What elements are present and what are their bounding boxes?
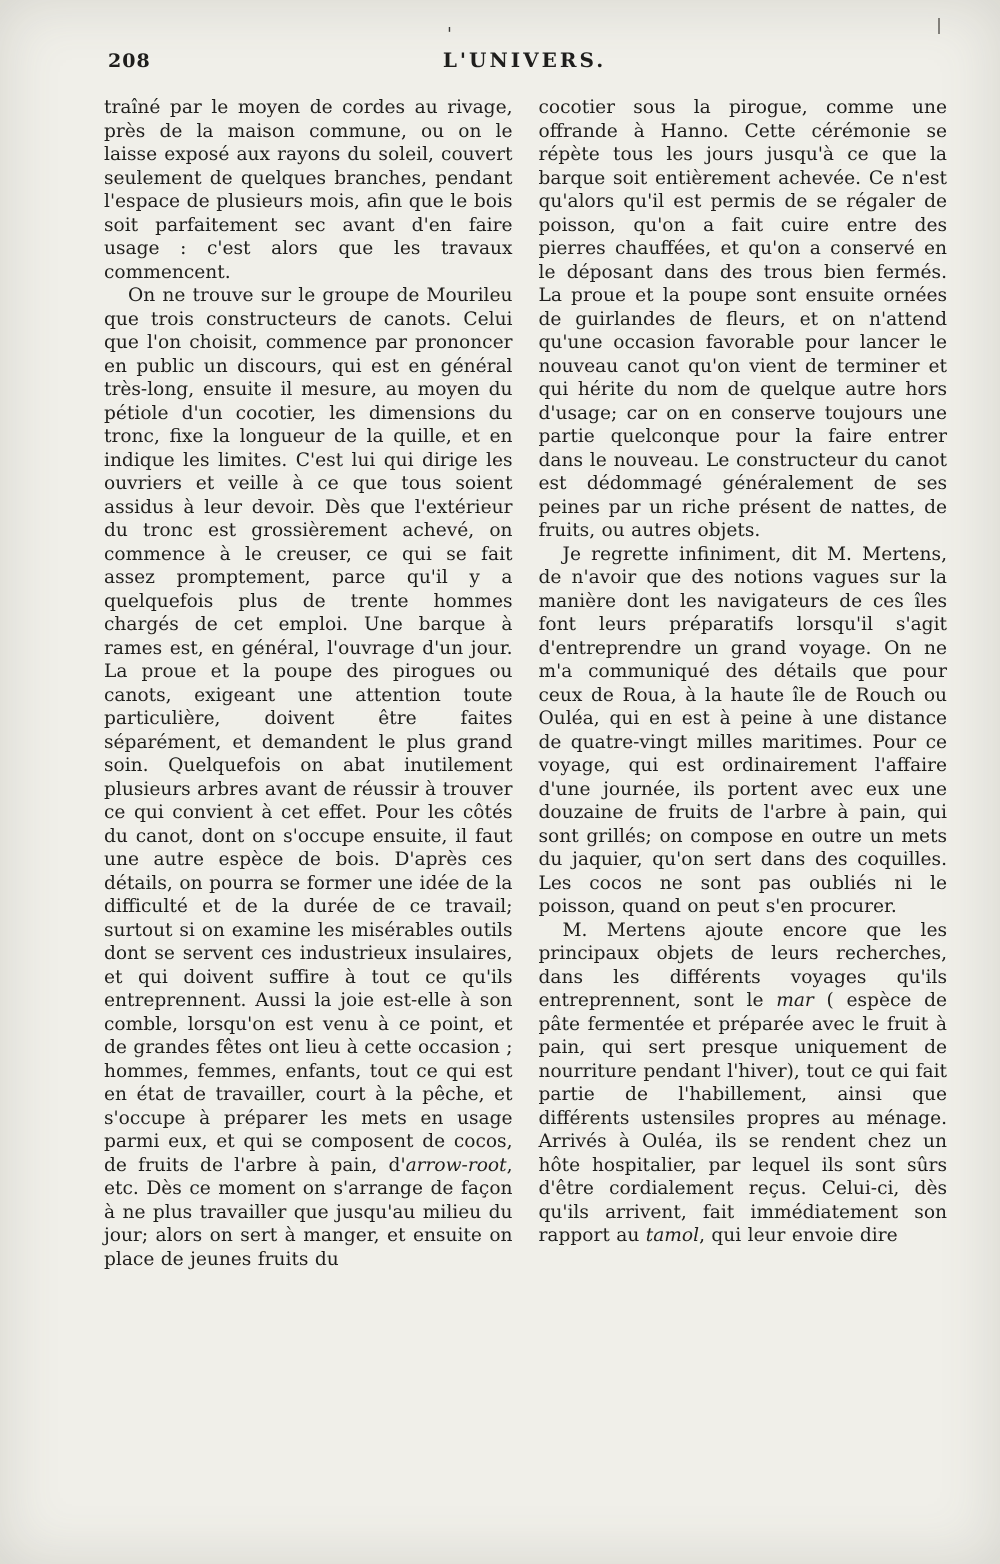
scan-artifact-edge	[938, 18, 940, 34]
text-segment: On ne trouve sur le groupe de Mourileu que trois constructeurs de canots. Celui que l'on choisit, commence par prononcer en public un discours, qui est en général très-long, ensuite il mesure, au moyen du pétiole d'un cocotier, les dimensions du tronc, fixe la longueur de la quille, et en indique les limites. C'est lui qui dirige les ouvriers et veille à ce que tous soient assidus à leur devoir. Dès que l'extérieur du tronc est grossièrement achevé, on commence à le creuser, ce qui se fait assez promptement, parce qu'il y a quelquefois plus de trente hommes chargés de cet emploi. Une barque à rames est, en général, l'ouvrage d'un jour. La proue et la poupe des pirogues ou canots, exigeant une attention toute particulière, doivent être faites séparément, et demandent le plus grand soin. Quelquefois on abat inutilement plusieurs arbres avant de réussir à trouver ce qui convient à cet effet. Pour les côtés du canot, dont on s'occupe ensuite, il faut une autre espèce de bois. D'après ces détails, on pourra se former une idée de la difficulté et de la durée de ce travail; surtout si on examine les misérables outils dont se servent ces industrieux insulaires, et qui doivent suffire à tout ce qu'ils entreprennent. Aussi la joie est-elle à son comble, lorsqu'on est venu à ce point, et de grandes fêtes ont lieu à cette occasion ; hommes, femmes, enfants, tout ce qui est en état de travailler, court à la pêche, et s'occupe à préparer les mets en usage parmi eux, et qui se composent de cocos, de fruits de l'arbre à pain, d'	[104, 285, 513, 1176]
text-segment: , qui leur envoie dire	[699, 1225, 898, 1246]
paragraph: Je regrette infiniment, dit M. Mertens, de n'avoir que des notions vagues sur la manière dont les navigateurs de ces îles font leurs préparatifs lorsqu'il s'agit d'entreprendre un grand voyage. On ne m'a communiqué des détails que pour ceux de Roua, à la haute île de Rouch ou Ouléa, qui en est à peine à une distance de quatre-vingt milles maritimes. Pour ce voyage, qui est ordinairement l'affaire d'une journée, ils portent avec eux une douzaine de fruits de l'arbre à pain, qui sont grillés; on compose en outre un mets du jaquier, qu'on sert dans des coquilles. Les cocos ne sont pas oubliés ni le poisson, quand on peut s'en procurer.	[538, 543, 947, 917]
text-segment-italic: mar	[776, 990, 814, 1011]
text-segment-italic: tamol	[645, 1225, 700, 1246]
right-column	[539, 96, 948, 1271]
paragraph-continuation: cocotier sous la pirogue, comme une offrande à Hanno. Cette cérémonie se répète tous les jours jusqu'à ce que la barque soit entièrement achevée. Ce n'est qu'alors qu'il est permis de se régaler de poisson, qu'on a fait cuire entre des pierres chauffées, et qu'on a conservé en le déposant dans des trous bien fermés. La proue et la poupe sont ensuite ornées de guirlandes de fleurs, et on n'attend qu'une occasion favorable pour lancer le nouveau canot qu'on vient de terminer et qui hérite du nom de quelque autre hors d'usage; car on en conserve toujours une partie quelconque pour la faire entrer dans le nouveau. Le constructeur du canot est dédommagé généralement de ses peines par un riche présent de nattes, de fruits, ou autres objets.	[538, 97, 947, 541]
text-segment: ( espèce de pâte fermentée et préparée avec le fruit à pain, qui sert presque uniquement de nourriture pendant l'hiver), tout ce qui fait partie de l'habillement, ainsi que différents ustensiles propres au ménage. Arrivés à Ouléa, ils se rendent chez un hôte hospitalier, par lequel ils sont sûrs d'être cordialement reçus. Celui-ci, dès qu'ils arrivent, fait immédiatement son rapport au	[538, 990, 947, 1246]
left-column	[104, 96, 513, 1271]
paragraph	[104, 284, 513, 1271]
text-segment-italic: arrow-root	[405, 1154, 507, 1176]
text-columns	[104, 96, 947, 1271]
text-segment: , etc. Dès ce moment on s'arrange de façon à ne plus travailler que jusqu'au milieu du jour; alors on sert à manger, et ensuite on place de jeunes fruits du	[104, 1154, 513, 1270]
paragraph-continuation: traîné par le moyen de cordes au rivage, près de la maison commune, ou on le laisse exposé aux rayons du soleil, couvert seulement de quelques branches, pendant l'espace de plusieurs mois, afin que le bois soit parfaitement sec avant d'en faire usage : c'est alors que les travaux commencent.	[104, 97, 513, 283]
page-title: L'UNIVERS.	[442, 48, 607, 72]
scan-artifact-mark: '	[447, 24, 452, 45]
page-number: 208	[108, 50, 151, 72]
text-segment: M. Mertens ajoute encore que les principaux objets de leurs recherches, dans les différents voyages qu'ils entreprennent, sont le	[538, 919, 947, 1011]
paragraph	[539, 919, 948, 1248]
